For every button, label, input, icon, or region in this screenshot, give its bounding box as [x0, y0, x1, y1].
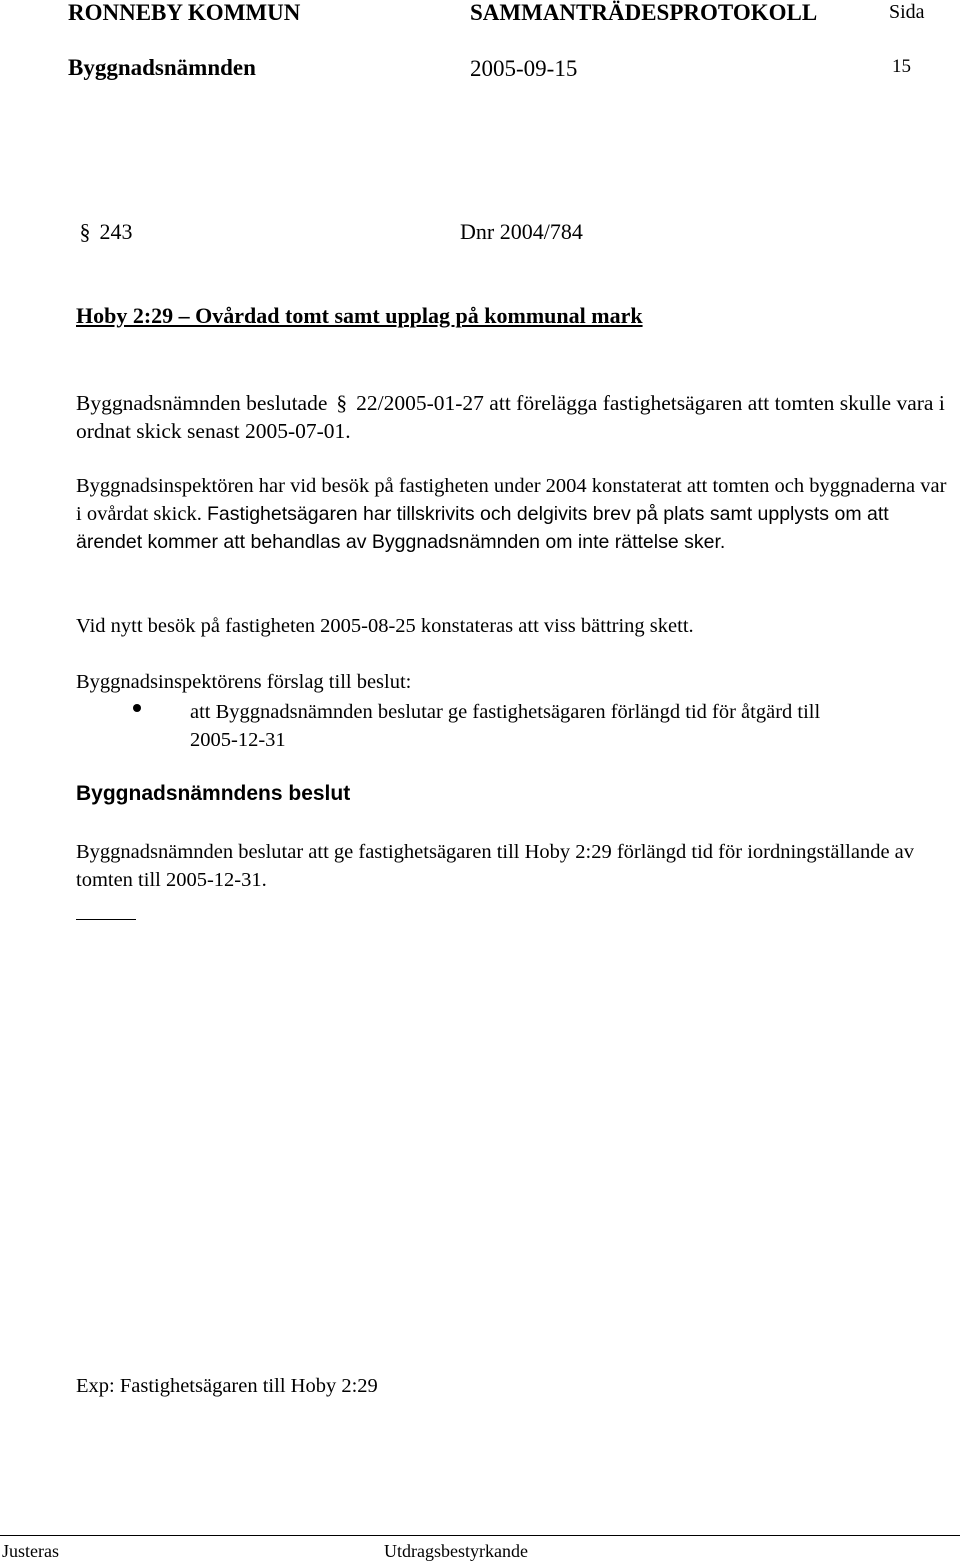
- committee-name: Byggnadsnämnden: [68, 55, 256, 80]
- expedition-line: Exp: Fastighetsägaren till Hoby 2:29: [76, 1375, 378, 1397]
- item-number-line: [76, 219, 133, 245]
- item-title: Hoby 2:29 – Ovårdad tomt samt upplag på kommunal mark: [76, 303, 643, 328]
- decision-heading: Byggnadsnämndens beslut: [76, 782, 351, 805]
- proposal-bullet-line1: att Byggnadsnämnden beslutar ge fastighetsägaren förlängd tid för åtgärd till: [190, 701, 821, 723]
- end-rule: [76, 919, 136, 920]
- paragraph-section-symbol: §: [336, 391, 348, 415]
- paragraph-inspection-a: Byggnadsinspektören har vid besök på fastigheten under 2004 konstaterat att tomten och byggnaderna var i ovårdat skick.: [76, 475, 947, 525]
- paragraph-inspection: [76, 472, 951, 556]
- page-number: 15: [892, 56, 911, 77]
- dnr: Dnr 2004/784: [460, 219, 583, 244]
- footer-justeras: Justeras: [2, 1541, 59, 1561]
- section-symbol: §: [79, 219, 91, 244]
- paragraph-revisit: Vid nytt besök på fastigheten 2005-08-25 konstateras att viss bättring skett.: [76, 615, 694, 637]
- paragraph-prior-decision: [76, 389, 951, 445]
- item-number: 243: [99, 219, 133, 244]
- page-label: Sida: [889, 1, 925, 23]
- bullet-icon: [133, 704, 141, 712]
- paragraph-inspection-b: Fastighetsägaren har tillskrivits och delgivits brev på plats samt upplysts om att ärendet kommer att behandlas av Byggnadsnämnden om inte rättelse sker.: [76, 503, 889, 553]
- org-name: RONNEBY KOMMUN: [68, 0, 301, 25]
- paragraph-prior-decision-b: 22/2005-01-27 att förelägga fastighetsägaren att tomten skulle vara i ordnat skick senast 2005-07-01.: [76, 391, 945, 443]
- proposal-heading: Byggnadsinspektörens förslag till beslut:: [76, 671, 412, 693]
- meeting-date: 2005-09-15: [470, 56, 578, 81]
- decision-text: Byggnadsnämnden beslutar att ge fastighetsägaren till Hoby 2:29 förlängd tid för iordningställande av tomten till 2005-12-31.: [76, 841, 915, 891]
- footer-utdragsbestyrkande: Utdragsbestyrkande: [384, 1541, 528, 1561]
- document-type: SAMMANTRÄDESPROTOKOLL: [470, 0, 818, 25]
- proposal-bullet-line2: 2005-12-31: [190, 729, 286, 751]
- footer-divider: [0, 1535, 960, 1536]
- paragraph-prior-decision-a: Byggnadsnämnden beslutade: [76, 391, 328, 415]
